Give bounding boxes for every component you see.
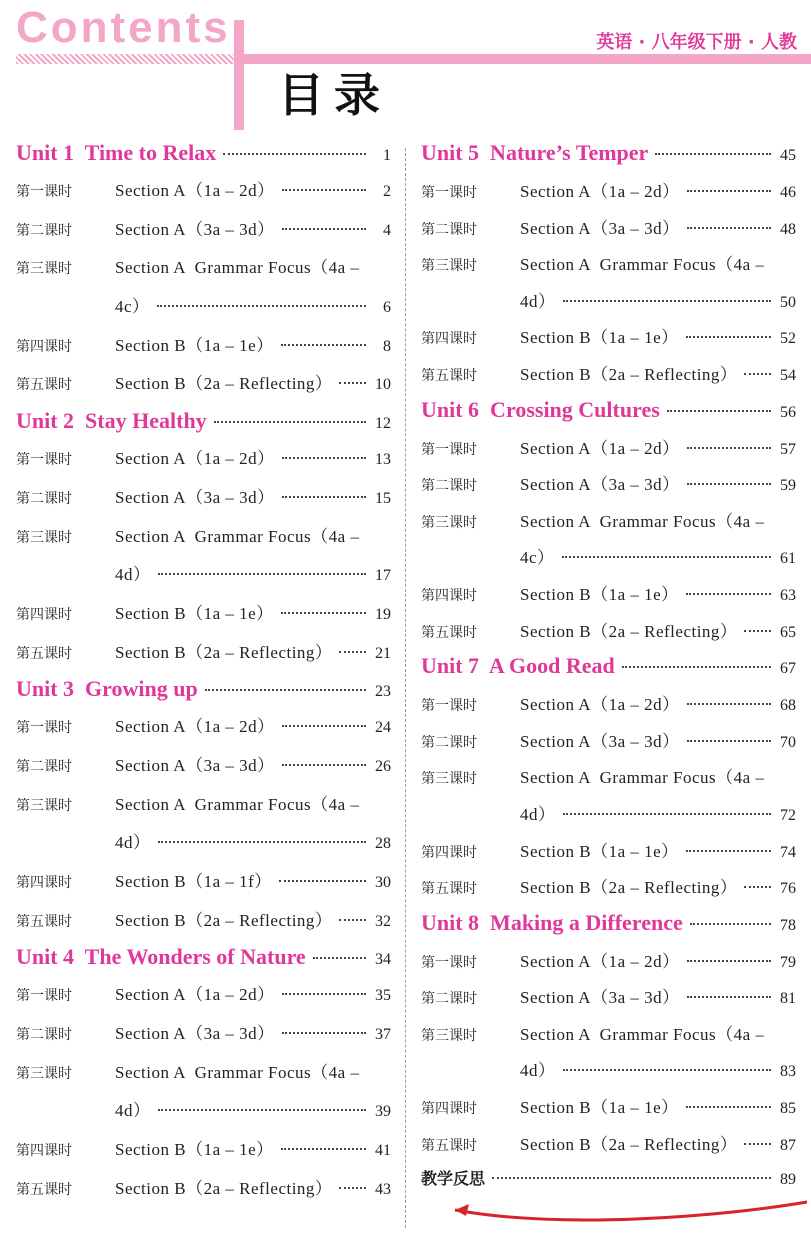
lesson-entry[interactable]: [16, 444, 391, 483]
lesson-title: Section A Grammar Focus（4a –: [115, 794, 360, 814]
page-number: 19: [375, 605, 391, 623]
page-number: 50: [780, 293, 796, 311]
page-number: 1: [383, 147, 391, 164]
lesson-title: Section A（3a – 3d）: [520, 731, 680, 751]
dot-leader: [667, 410, 771, 412]
page-number: 2: [383, 183, 391, 200]
page-number: 74: [780, 843, 796, 861]
page-number: 56: [780, 403, 796, 421]
page-number: 34: [375, 951, 391, 969]
lesson-title-continued: 4d）: [115, 833, 151, 853]
lesson-entry-continued[interactable]: [16, 828, 391, 867]
page-number: 26: [375, 757, 391, 775]
dot-leader: [339, 382, 366, 384]
lesson-entry[interactable]: [16, 176, 391, 215]
unit-title: Unit 7 A Good Read: [421, 653, 615, 679]
lesson-entry[interactable]: [421, 323, 796, 360]
page-number: 45: [780, 147, 796, 164]
dot-leader: [562, 556, 771, 558]
unit-heading[interactable]: [421, 653, 796, 690]
unit-heading[interactable]: [421, 910, 796, 947]
unit-title: Unit 5 Nature’s Temper: [421, 140, 649, 165]
page-number: 12: [375, 415, 391, 433]
lesson-period: 第一课时: [16, 184, 72, 200]
lesson-title-continued: 4d）: [520, 1061, 556, 1081]
lesson-entry[interactable]: [16, 483, 391, 522]
lesson-period: 第四课时: [16, 338, 72, 355]
lesson-period: 第五课时: [16, 645, 72, 662]
lesson-title-continued: 4d）: [520, 291, 556, 311]
page-number: 76: [780, 880, 796, 898]
lesson-title: Section A（3a – 3d）: [115, 1024, 275, 1044]
lesson-period: 第二课时: [16, 490, 72, 507]
lesson-title: Section B（1a – 1e）: [115, 1140, 274, 1160]
lesson-title: Section B（2a – Reflecting）: [520, 1134, 738, 1154]
dot-leader: [687, 960, 771, 962]
dot-leader: [686, 336, 771, 338]
dot-leader: [282, 725, 366, 727]
lesson-period: 第三课时: [421, 771, 477, 788]
decorative-horizontal-bar: [244, 54, 811, 64]
lesson-period: 第二课时: [16, 1027, 72, 1044]
lesson-period: 第一课时: [16, 452, 72, 469]
page-number: 46: [780, 184, 796, 201]
page-number: 15: [375, 489, 391, 507]
lesson-period: 第一课时: [421, 698, 477, 715]
lesson-period: 第四课时: [421, 1101, 477, 1118]
lesson-title: Section A Grammar Focus（4a –: [115, 258, 360, 278]
lesson-entry[interactable]: [16, 1174, 391, 1213]
page-number: 43: [375, 1180, 391, 1198]
lesson-title: Section A（3a – 3d）: [115, 487, 275, 507]
lesson-entry[interactable]: [16, 867, 391, 906]
dot-leader: [687, 703, 771, 705]
dot-leader: [687, 190, 771, 192]
dot-leader: [687, 740, 771, 742]
lesson-period: 第五课时: [16, 1181, 72, 1198]
lesson-title: Section A（1a – 2d）: [520, 438, 680, 458]
lesson-title-continued: 4d）: [115, 1101, 151, 1121]
unit-heading[interactable]: [16, 676, 391, 712]
lesson-title: Section A（1a – 2d）: [520, 182, 680, 201]
lesson-entry[interactable]: [421, 470, 796, 507]
lesson-period: 第五课时: [421, 1137, 477, 1154]
lesson-entry[interactable]: [421, 250, 796, 287]
lesson-period: 第五课时: [421, 881, 477, 898]
dot-leader: [158, 1109, 367, 1111]
page-number: 6: [383, 299, 391, 317]
lesson-title-continued: 4d）: [115, 565, 151, 585]
lesson-entry[interactable]: [421, 214, 796, 251]
lesson-title: Section B（2a – Reflecting）: [115, 642, 333, 662]
unit-title: Unit 3 Growing up: [16, 676, 198, 702]
lesson-entry[interactable]: [421, 763, 796, 800]
lesson-title: Section B（2a – Reflecting）: [520, 364, 738, 384]
page-number: 21: [375, 644, 391, 662]
lesson-title: Section A（3a – 3d）: [520, 988, 680, 1008]
page-number: 89: [780, 1171, 796, 1189]
lesson-period: 第五课时: [421, 367, 477, 384]
lesson-period: 第一课时: [16, 720, 72, 737]
page-header: [0, 0, 811, 130]
lesson-entry-continued[interactable]: [421, 287, 796, 324]
lesson-entry[interactable]: [16, 369, 391, 408]
lesson-title: Section B（2a – Reflecting）: [115, 374, 333, 394]
lesson-entry[interactable]: [16, 253, 391, 292]
page-number: 83: [780, 1063, 796, 1081]
lesson-entry[interactable]: [421, 873, 796, 910]
lesson-period: 第四课时: [421, 587, 477, 604]
toc-right-column: [421, 140, 796, 1202]
dot-leader: [281, 1148, 366, 1150]
lesson-title: Section A（1a – 2d）: [115, 181, 275, 200]
lesson-title: Section A（1a – 2d）: [520, 695, 680, 715]
decorative-stripe: [16, 54, 234, 64]
lesson-entry-continued[interactable]: [16, 560, 391, 599]
page-number: 52: [780, 330, 796, 348]
lesson-period: 第四课时: [16, 606, 72, 623]
lesson-title: Section B（1a – 1e）: [115, 335, 274, 355]
lesson-title: Section B（1a – 1e）: [115, 603, 274, 623]
lesson-entry-continued[interactable]: [421, 800, 796, 837]
lesson-title: Section A（1a – 2d）: [115, 985, 275, 1005]
lesson-period: 第四课时: [421, 331, 477, 348]
lesson-title: Section B（1a – 1e）: [520, 841, 679, 861]
lesson-title: Section A Grammar Focus（4a –: [520, 511, 765, 531]
dot-leader: [686, 1106, 771, 1108]
lesson-entry[interactable]: [421, 360, 796, 397]
lesson-title: Section A Grammar Focus（4a –: [115, 526, 360, 546]
unit-title: Unit 1 Time to Relax: [16, 140, 217, 165]
lesson-period: 第五课时: [421, 624, 477, 641]
lesson-period: 第二课时: [16, 758, 72, 775]
red-arrow-annotation: [445, 1198, 811, 1232]
lesson-title: Section A（3a – 3d）: [520, 475, 680, 495]
lesson-period: 第三课时: [421, 258, 477, 275]
page-number: 4: [383, 221, 391, 239]
lesson-entry[interactable]: [421, 507, 796, 544]
lesson-entry-continued[interactable]: [16, 1096, 391, 1135]
lesson-entry[interactable]: [16, 1135, 391, 1174]
lesson-entry[interactable]: [421, 983, 796, 1020]
lesson-entry[interactable]: [421, 690, 796, 727]
lesson-period: 第三课时: [16, 1065, 72, 1082]
lesson-title: Section A（1a – 2d）: [520, 951, 680, 971]
lesson-title: Section B（2a – Reflecting）: [520, 878, 738, 898]
lesson-title: Section B（2a – Reflecting）: [115, 910, 333, 930]
lesson-title: Section B（1a – 1e）: [520, 328, 679, 348]
lesson-title: Section B（1a – 1f）: [115, 872, 272, 891]
page-number: 23: [375, 683, 391, 701]
lesson-title: Section A（3a – 3d）: [520, 218, 680, 238]
page-number: 35: [375, 987, 391, 1005]
lesson-entry[interactable]: [16, 790, 391, 829]
lesson-entry[interactable]: [421, 727, 796, 764]
dot-leader: [687, 227, 771, 229]
lesson-entry[interactable]: [421, 177, 796, 214]
page-number: 24: [375, 719, 391, 737]
lesson-period: 第五课时: [16, 377, 72, 394]
lesson-period: 第三课时: [421, 514, 477, 531]
lesson-period: 第四课时: [421, 844, 477, 861]
unit-heading[interactable]: [16, 944, 391, 980]
page-number: 32: [375, 912, 391, 930]
lesson-title: Section B（2a – Reflecting）: [115, 1178, 333, 1198]
unit-heading[interactable]: [421, 397, 796, 434]
dot-leader: [205, 689, 366, 691]
lesson-period: 第一课时: [421, 954, 477, 971]
dot-leader: [157, 305, 366, 307]
page-number: 30: [375, 874, 391, 891]
lesson-entry[interactable]: [16, 906, 391, 945]
lesson-entry[interactable]: [16, 215, 391, 254]
lesson-entry[interactable]: [16, 599, 391, 638]
lesson-entry-continued[interactable]: [16, 292, 391, 331]
page-number: 87: [780, 1136, 796, 1154]
page-number: 65: [780, 623, 796, 641]
dot-leader: [282, 764, 366, 766]
dot-leader: [687, 483, 771, 485]
dot-leader: [744, 630, 771, 632]
dot-leader: [339, 651, 366, 653]
column-divider: [405, 148, 406, 1228]
lesson-period: 第三课时: [421, 1027, 477, 1044]
page-number: 8: [383, 337, 391, 355]
lesson-entry-continued[interactable]: [421, 543, 796, 580]
dot-leader: [282, 1032, 366, 1034]
dot-leader: [744, 1143, 771, 1145]
lesson-entry[interactable]: [16, 1058, 391, 1097]
dot-leader: [158, 841, 367, 843]
lesson-title: Section A（3a – 3d）: [115, 755, 275, 775]
lesson-title: Section A Grammar Focus（4a –: [520, 768, 765, 788]
lesson-period: 第二课时: [421, 478, 477, 495]
lesson-period: 第四课时: [16, 875, 72, 891]
page-number: 67: [780, 660, 796, 678]
page-number: 28: [375, 835, 391, 853]
dot-leader: [279, 880, 366, 882]
unit-heading[interactable]: [16, 140, 391, 176]
dot-leader: [563, 1069, 772, 1071]
lesson-entry[interactable]: [421, 1130, 796, 1167]
unit-title: Unit 4 The Wonders of Nature: [16, 944, 306, 970]
lesson-period: 第二课时: [421, 991, 477, 1008]
page-number: 81: [780, 990, 796, 1008]
lesson-title: Section A Grammar Focus（4a –: [520, 255, 765, 275]
dot-leader: [687, 996, 771, 998]
lesson-entry[interactable]: [421, 617, 796, 654]
page-number: 48: [780, 220, 796, 238]
unit-title: Unit 2 Stay Healthy: [16, 408, 207, 434]
page-number: 70: [780, 733, 796, 751]
lesson-period: 第二课时: [421, 734, 477, 751]
dot-leader: [686, 593, 771, 595]
lesson-title-continued: 4d）: [520, 804, 556, 824]
toc-left-column: [16, 140, 391, 1213]
dot-leader: [744, 886, 771, 888]
page-number: 57: [780, 440, 796, 458]
page-number: 10: [375, 376, 391, 394]
lesson-period: 第二课时: [421, 221, 477, 238]
page-number: 68: [780, 697, 796, 715]
lesson-title: Section B（1a – 1e）: [520, 1098, 679, 1118]
page-number: 37: [375, 1026, 391, 1044]
dot-leader: [492, 1177, 771, 1179]
dot-leader: [655, 153, 771, 155]
lesson-title: Section A（3a – 3d）: [115, 219, 275, 239]
dot-leader: [744, 373, 771, 375]
lesson-title: Section A Grammar Focus（4a –: [115, 1062, 360, 1082]
dot-leader: [563, 813, 772, 815]
lesson-title: Section A Grammar Focus（4a –: [520, 1024, 765, 1044]
dot-leader: [339, 919, 366, 921]
lesson-entry[interactable]: [16, 522, 391, 561]
reflection-title: 教学反思: [421, 1169, 486, 1189]
book-info: 英语 · 八年级下册 · 人教: [596, 32, 797, 53]
dot-leader: [563, 300, 772, 302]
page-number: 54: [780, 366, 796, 384]
dot-leader: [282, 189, 366, 191]
page-number: 79: [780, 953, 796, 971]
page-number: 39: [375, 1103, 391, 1121]
lesson-period: 第二课时: [16, 222, 72, 239]
teaching-reflection-entry[interactable]: [421, 1166, 796, 1202]
page-number: 78: [780, 916, 796, 934]
lesson-entry[interactable]: [421, 837, 796, 874]
lesson-period: 第一课时: [421, 441, 477, 458]
lesson-period: 第四课时: [16, 1143, 72, 1160]
lesson-entry[interactable]: [421, 580, 796, 617]
lesson-period: 第一课时: [16, 988, 72, 1005]
lesson-period: 第三课时: [16, 261, 72, 278]
lesson-title-continued: 4c）: [115, 297, 150, 317]
page-number: 13: [375, 451, 391, 469]
unit-title: Unit 6 Crossing Cultures: [421, 396, 660, 422]
page-number: 17: [375, 567, 391, 585]
dot-leader: [214, 421, 366, 423]
page-number: 41: [375, 1142, 391, 1160]
toc-title: 目录: [278, 68, 390, 122]
lesson-entry[interactable]: [16, 331, 391, 370]
contents-heading: Contents: [16, 3, 231, 52]
lesson-entry-continued[interactable]: [421, 1056, 796, 1093]
lesson-title: Section B（2a – Reflecting）: [520, 621, 738, 641]
decorative-vertical-bar: [234, 20, 244, 130]
dot-leader: [313, 957, 366, 959]
lesson-entry[interactable]: [16, 980, 391, 1019]
lesson-entry[interactable]: [421, 1020, 796, 1057]
lesson-period: 第五课时: [16, 913, 72, 930]
dot-leader: [223, 153, 366, 155]
lesson-entry[interactable]: [16, 712, 391, 751]
dot-leader: [281, 612, 366, 614]
lesson-period: 第一课时: [421, 185, 477, 201]
dot-leader: [158, 573, 367, 575]
lesson-entry[interactable]: [421, 434, 796, 471]
dot-leader: [281, 344, 366, 346]
dot-leader: [282, 993, 366, 995]
unit-heading[interactable]: [16, 408, 391, 444]
dot-leader: [282, 228, 366, 230]
dot-leader: [686, 850, 771, 852]
page-number: 85: [780, 1100, 796, 1118]
page-number: 63: [780, 586, 796, 604]
lesson-title-continued: 4c）: [520, 548, 555, 568]
dot-leader: [690, 923, 771, 925]
lesson-entry[interactable]: [421, 947, 796, 984]
dot-leader: [282, 457, 366, 459]
lesson-title: Section A（1a – 2d）: [115, 449, 275, 469]
unit-heading[interactable]: [421, 140, 796, 177]
dot-leader: [339, 1187, 366, 1189]
lesson-entry[interactable]: [16, 1019, 391, 1058]
dot-leader: [622, 666, 771, 668]
lesson-title: Section B（1a – 1e）: [520, 584, 679, 604]
lesson-period: 第三课时: [16, 529, 72, 546]
dot-leader: [687, 447, 771, 449]
page-number: 59: [780, 477, 796, 495]
lesson-entry[interactable]: [16, 751, 391, 790]
unit-title: Unit 8 Making a Difference: [421, 909, 683, 935]
lesson-title: Section A（1a – 2d）: [115, 717, 275, 737]
lesson-entry[interactable]: [16, 638, 391, 677]
dot-leader: [282, 496, 366, 498]
page-number: 61: [780, 550, 796, 568]
lesson-entry[interactable]: [421, 1093, 796, 1130]
lesson-period: 第三课时: [16, 797, 72, 814]
page-number: 72: [780, 806, 796, 824]
